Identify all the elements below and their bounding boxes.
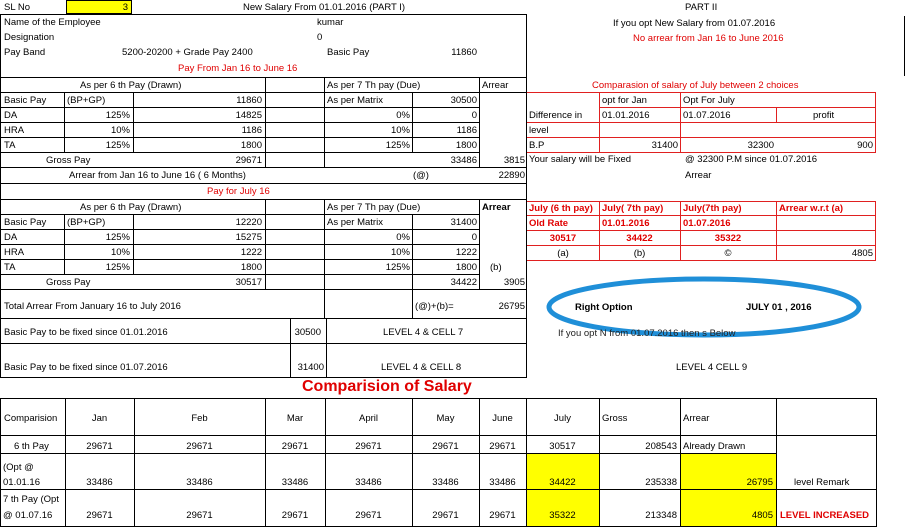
grid-line (0, 92, 527, 93)
arrear-value: 26795 (746, 477, 773, 488)
no-arrear: No arrear from Jan 16 to June 2016 (633, 33, 784, 44)
grid-line (0, 244, 479, 245)
cell-value: 29671 (86, 510, 113, 521)
cell-value: 33486 (86, 477, 113, 488)
grid-line (527, 245, 876, 246)
due-value: 0 (471, 232, 477, 243)
cell-value: 30517 (549, 441, 576, 452)
grid-line (527, 122, 876, 123)
grid-line (680, 398, 681, 526)
gross-label: Gross Pay (46, 155, 91, 166)
right-date: JULY 01 , 2016 (746, 302, 812, 313)
cell-value: 29671 (86, 441, 113, 452)
total-tag: (@)+(b)= (415, 301, 454, 312)
row-label: @ 01.07.16 (3, 510, 53, 521)
due-sub: 125% (385, 262, 410, 273)
drawn-value: 12220 (235, 217, 262, 228)
t2-cell: Old Rate (529, 218, 569, 229)
bp-jan: 31400 (651, 140, 678, 151)
cell-value: 29671 (489, 441, 516, 452)
arrear-head: Arrear (482, 80, 509, 91)
due-sub: 10% (390, 247, 410, 258)
row-label: 7 th Pay (Opt (3, 494, 59, 505)
total-label: Total Arrear From January 16 to July 2016 (4, 301, 181, 312)
grid-line (0, 343, 1, 377)
due-sub: 0% (396, 232, 410, 243)
t2-cell: (b) (633, 248, 646, 259)
grid-line (526, 343, 527, 377)
arrear6-label: Arrear from Jan 16 to June 16 ( 6 Months) (69, 170, 246, 181)
grid-line (0, 453, 777, 454)
grid-line (527, 230, 876, 231)
cell-value: 33486 (432, 477, 459, 488)
bp-label: B.P (529, 140, 545, 151)
t2-head: July (6 th pay) (529, 203, 593, 214)
section1-title: Pay From Jan 16 to June 16 (178, 63, 298, 74)
col-july: Opt For July (683, 95, 735, 106)
row-sub: (BP+GP) (67, 95, 106, 106)
payband-label: Pay Band (4, 47, 46, 58)
grid-line (527, 215, 876, 216)
row-sub: 125% (105, 110, 130, 121)
fix1-label: Basic Pay to be fixed since 01.01.2016 (4, 327, 168, 338)
right-option: Right Option (575, 302, 633, 313)
grid-line (875, 201, 876, 260)
grid-line (0, 435, 877, 436)
grid-line (527, 137, 876, 138)
grid-line (776, 201, 777, 260)
row-sub: 10% (110, 247, 130, 258)
grid-line (0, 318, 527, 319)
t2-cell: 35322 (714, 233, 742, 244)
drawn-value: 15275 (235, 232, 262, 243)
cell-value: 29671 (432, 510, 459, 521)
cell-value: 33486 (489, 477, 516, 488)
row-sub: 125% (105, 140, 130, 151)
sl-input[interactable] (66, 0, 132, 14)
cell-value: 33486 (355, 477, 382, 488)
grid-line (0, 77, 527, 78)
row-label: HRA (4, 247, 25, 258)
arrear6-value: 22890 (498, 170, 525, 181)
b-tag: (b) (490, 262, 502, 273)
grid-line (776, 107, 777, 122)
col-head: Jan (91, 413, 108, 424)
gross-value: 213348 (645, 510, 677, 521)
cell-value: 33486 (281, 477, 309, 488)
grid-line (0, 229, 479, 230)
cell-value: 29671 (355, 510, 382, 521)
row-label: Basic Pay (4, 95, 47, 106)
drawn-value: 1800 (240, 140, 262, 151)
col-jan: opt for Jan (602, 95, 647, 106)
row-sub: 125% (105, 232, 130, 243)
arrear-july: 3905 (503, 277, 525, 288)
row-sub: 125% (105, 262, 130, 273)
t2-cell: 4805 (851, 248, 873, 259)
due-sub: 10% (390, 125, 410, 136)
grid-line (0, 167, 527, 168)
grid-line (904, 16, 905, 76)
col-head: Arrear (683, 413, 710, 424)
row-label: HRA (4, 125, 25, 136)
grid-line (0, 214, 479, 215)
grid-line (0, 274, 479, 275)
grid-line (133, 214, 134, 274)
t2-head: Arrear w.r.t (a) (779, 203, 844, 214)
grid-line (479, 77, 480, 167)
row-sub: (BP+GP) (67, 217, 106, 228)
row-label: Basic Pay (4, 217, 47, 228)
gross-label: Gross Pay (46, 277, 91, 288)
due-value: 1800 (455, 262, 477, 273)
row-label: TA (4, 140, 16, 151)
row-sub: 10% (110, 125, 130, 136)
due-value: 1186 (456, 125, 477, 136)
cell-value: 29671 (281, 441, 309, 452)
due-value: 31400 (450, 217, 477, 228)
employee-name: kumar (317, 17, 344, 28)
t2-cell: (a) (557, 248, 569, 259)
fix2-level: LEVEL 4 & CELL 8 (381, 362, 462, 373)
fix2-value: 31400 (297, 362, 324, 373)
due-label: As per Matrix (327, 217, 383, 228)
grid-line (64, 214, 65, 274)
grid-line (412, 92, 413, 152)
sl-label: SL No (4, 2, 31, 13)
col-head: Feb (191, 413, 208, 424)
page-title: New Salary From 01.01.2016 (PART I) (243, 2, 406, 13)
basic-pay-label: Basic Pay (327, 47, 370, 58)
arrear-month: 3815 (503, 155, 525, 166)
grid-line (680, 92, 681, 152)
grid-line (0, 183, 527, 184)
col-head: Gross (602, 413, 628, 424)
grid-line (527, 260, 876, 261)
grid-line (64, 92, 65, 152)
col-head: Mar (286, 413, 304, 424)
grid-line (0, 152, 479, 153)
part2-title: PART II (685, 2, 718, 13)
t2-cell: © (724, 248, 732, 259)
partial-text: If you opt N from 01.07.2016 then s Below (558, 328, 736, 339)
t2-cell: 01.07.2016 (683, 218, 731, 229)
grid-line (0, 199, 527, 200)
grid-line (324, 77, 325, 167)
row-label: DA (4, 232, 18, 243)
arrear-head: Arrear (482, 202, 511, 213)
col-head: April (358, 413, 378, 424)
grid-line (0, 14, 1, 344)
bp-july: 32300 (747, 140, 774, 151)
gross-drawn: 29671 (235, 155, 262, 166)
due-value: 30500 (450, 95, 477, 106)
fix1-value: 30500 (294, 327, 321, 338)
drawn-value: 1222 (240, 247, 262, 258)
grid-line (0, 343, 527, 344)
grid-line (479, 199, 480, 289)
grid-line (133, 92, 134, 152)
grid-line (0, 137, 479, 138)
cell-value: 29671 (281, 510, 309, 521)
grid-line (0, 259, 479, 260)
grid-line (0, 398, 1, 526)
grid-line (599, 92, 600, 152)
drawn-value: 1800 (240, 262, 262, 273)
drawn-value: 14825 (235, 110, 262, 121)
grid-line (526, 14, 527, 344)
cell-value: 35322 (549, 510, 576, 521)
drawn-value: 1186 (241, 125, 262, 136)
row-label: 6 th Pay (14, 441, 49, 452)
cell-value: 29671 (186, 441, 213, 452)
grid-line (776, 398, 777, 526)
t2-head: July(7th pay) (683, 203, 742, 214)
level-cell: LEVEL 4 CELL 9 (676, 362, 748, 373)
row-label: (Opt @ (3, 462, 34, 473)
arrear-word: Arrear (685, 170, 712, 181)
gross-due: 33486 (450, 155, 477, 166)
level-label: level (529, 125, 549, 136)
grid-line (324, 199, 325, 318)
fix2-label: Basic Pay to be fixed since 01.07.2016 (4, 362, 168, 373)
arrear-value: Already Drawn (683, 441, 746, 452)
due-value: 1800 (455, 140, 477, 151)
diff-label: Difference in (529, 110, 583, 121)
designation: 0 (317, 32, 323, 43)
t2-cell: 01.01.2016 (602, 218, 650, 229)
drawn-value: 11860 (236, 95, 262, 106)
fixed-text: Your salary will be Fixed (529, 154, 632, 165)
grid-line (0, 526, 877, 527)
comparision-title: Comparision of Salary (302, 378, 472, 395)
row-label: TA (4, 262, 16, 273)
grid-line (412, 214, 413, 318)
total-value: 26795 (498, 301, 525, 312)
basic-pay: 11860 (451, 47, 477, 58)
gross2-due: 34422 (450, 277, 477, 288)
grid-line (290, 318, 291, 377)
grid-line (599, 107, 876, 108)
t2-head: July( 7th pay) (602, 203, 664, 214)
grid-line (876, 398, 877, 526)
due-head: As per 7 Th pay (Due) (327, 80, 421, 91)
grid-line (265, 199, 266, 289)
due-head: As per 7 Th pay (Due) (327, 202, 421, 213)
row-label: 01.01.16 (3, 477, 40, 488)
employee-name-label: Name of the Employee (4, 17, 101, 28)
grid-line (0, 489, 877, 490)
due-sub: 0% (396, 110, 410, 121)
col-head: July (554, 413, 571, 424)
grid-line (0, 107, 479, 108)
arrear-value: 4805 (751, 510, 773, 521)
profit-label: profit (813, 110, 835, 121)
designation-label: Designation (4, 32, 55, 43)
due-value: 0 (471, 110, 477, 121)
remark: level Remark (794, 477, 850, 488)
col-head: May (436, 413, 455, 424)
col-head: June (492, 413, 513, 424)
sl-value: 3 (122, 2, 128, 13)
due-value: 1222 (455, 247, 477, 258)
remark: LEVEL INCREASED (780, 510, 870, 521)
cell-value: 29671 (489, 510, 516, 521)
t2-cell: 34422 (626, 233, 653, 244)
cell-value: 33486 (186, 477, 213, 488)
cell-value: 29671 (186, 510, 213, 521)
drawn-head: As per 6 th Pay (Drawn) (80, 80, 182, 91)
due-label: As per Matrix (327, 95, 383, 106)
fixed-value: @ 32300 P.M since 01.07.2016 (685, 154, 818, 165)
grid-line (599, 398, 600, 526)
grid-line (265, 77, 266, 167)
fix1-level: LEVEL 4 & CELL 7 (383, 327, 464, 338)
grid-line (0, 14, 527, 15)
cell-value: 29671 (355, 441, 382, 452)
gross2-drawn: 30517 (235, 277, 262, 288)
payband: 5200-20200 + Grade Pay 2400 (122, 47, 253, 58)
diff-july: 01.07.2016 (683, 110, 731, 121)
gross-value: 235338 (645, 477, 677, 488)
drawn-head: As per 6 th Pay (Drawn) (80, 202, 182, 213)
grid-line (326, 318, 327, 377)
bp-profit: 900 (857, 140, 873, 151)
col-head: Comparision (4, 413, 58, 424)
t2-cell: 30517 (549, 233, 577, 244)
section2-title: Pay for July 16 (207, 186, 270, 197)
grid-line (0, 398, 876, 399)
opt-title: If you opt New Salary from 01.07.2016 (613, 18, 776, 29)
arrear6-tag: (@) (413, 170, 429, 181)
row-label: DA (4, 110, 18, 121)
grid-line (0, 122, 479, 123)
grid-line (527, 92, 876, 93)
diff-jan: 01.01.2016 (602, 110, 650, 121)
comparison-title: Comparasion of salary of July between 2 choices (592, 80, 799, 91)
cell-value: 29671 (432, 441, 459, 452)
cell-value: 34422 (549, 477, 576, 488)
gross-value: 208543 (645, 441, 677, 452)
grid-line (0, 289, 527, 290)
grid-line (875, 92, 876, 152)
due-sub: 125% (385, 140, 410, 151)
